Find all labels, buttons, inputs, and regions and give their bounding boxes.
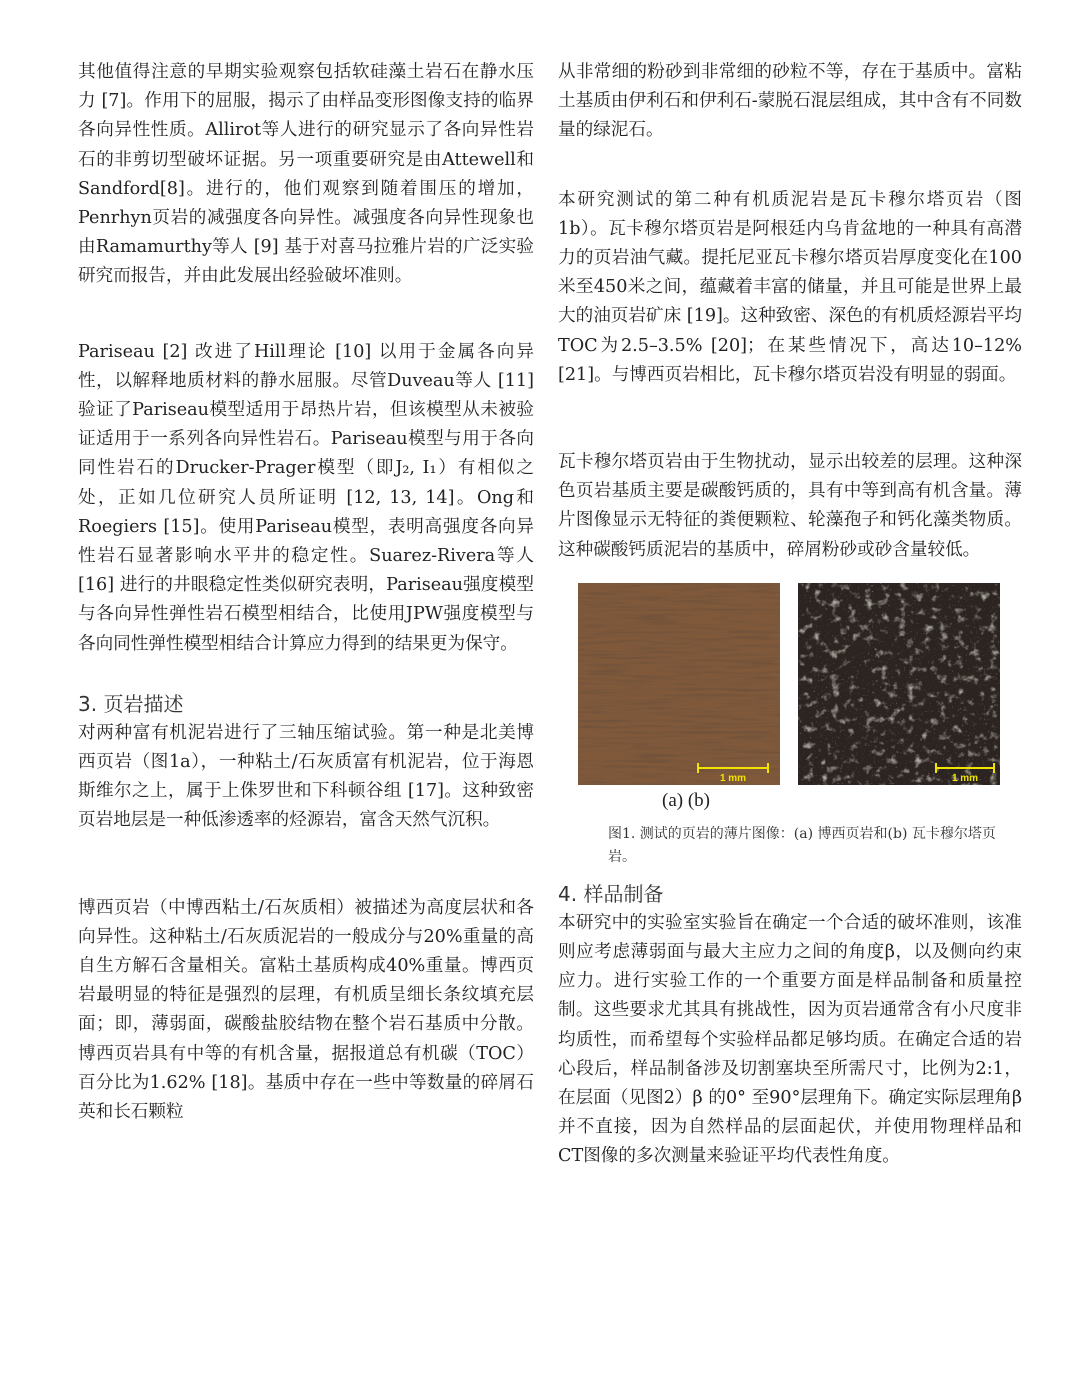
paragraph-bossier-shale: 博西页岩（中博西粘土/石灰质相）被描述为高度层状和各向异性。这种粘土/石灰质泥岩的一般成分与20%重量的高自生方解石含量相关。富粘土基质构成40%重量。博西页岩最明显的特征是强烈的层理，有机质呈细长条纹填充层面；即，薄弱面，碳酸盐胶结物在整个岩石基质中分散。博西页岩具有中等的有机含量，据报道总有机碳（TOC）百分比为1.62% [18]。基质中存在一些中等数量的碎屑石英和长石颗粒 — [78, 897, 534, 1123]
paragraph-triaxial-tests: 对两种富有机泥岩进行了三轴压缩试验。第一种是北美博西页岩（图1a），一种粘土/石灰质富有机泥岩，位于海恩斯维尔之上，属于上侏罗世和下科顿谷组 [17]。这种致密页岩地层是一种低渗透率的烃源岩，富含天然气沉积。 — [78, 722, 534, 831]
left-column — [78, 58, 534, 1127]
paragraph-early-observations: 其他值得注意的早期实验观察包括软硅藻土岩石在静水压力 [7]。作用下的屈服，揭示了由样品变形图像支持的临界各向异性性质。Allirot等人进行的研究显示了各向异性岩石的非剪切型破坏证据。另一项重要研究是由Attewell和Sandford[8]。进行的，他们观察到随着围压的增加，Penrhyn页岩的减强度各向异性。减强度各向异性现象也由Ramamurthy等人 [9] 基于对喜马拉雅片岩的广泛实验研究而报告，并由此发展出经验破坏准则。 — [78, 62, 534, 287]
figure-caption: 图1. 测试的页岩的薄片图像：(a) 博西页岩和(b) 瓦卡穆尔塔页岩。 — [608, 825, 996, 865]
thin-section-image-vaca-muerta — [798, 583, 1000, 785]
section-heading-shale-description: 3. 页岩描述 — [78, 691, 184, 716]
paragraph-vaca-muerta-bedding: 瓦卡穆尔塔页岩由于生物扰动，显示出较差的层理。这种深色页岩基质主要是碳酸钙质的，具有中等到高有机含量。薄片图像显示无特征的粪便颗粒、轮藻孢子和钙化藻类物质。这种碳酸钙质泥岩的基质中，碎屑粉砂或砂含量较低。 — [558, 452, 1022, 560]
figure-thin-section-images — [558, 565, 1022, 875]
figure-panel-labels: (a) (b) — [662, 789, 710, 811]
svg-text:1 mm: 1 mm — [719, 772, 747, 784]
paragraph-matrix-composition: 从非常细的粉砂到非常细的砂粒不等，存在于基质中。富粘土基质由伊利石和伊利石-蒙脱石混层组成，其中含有不同数量的绿泥石。 — [558, 62, 1022, 141]
thin-section-image-bossier — [578, 583, 780, 785]
section-heading-sample-preparation: 4. 样品制备 — [558, 881, 664, 906]
paragraph-pariseau-model: Pariseau [2] 改进了Hill理论 [10] 以用于金属各向异性，以解释地质材料的静水屈服。尽管Duveau等人 [11] 验证了Pariseau模型适用于昂热片岩，但该模型从未被验证适用于一系列各向异性岩石。Pariseau模型与用于各向同性岩石的Drucker-Prager模型（即J₂, I₁）有相似之处，正如几位研究人员所证明 [12, 13, 14]。Ong和Roegiers [15]。使用Pariseau模型，表明高强度各向异性岩石显著影响水平井的稳定性。Suarez-Rivera等人 [16] 进行的井眼稳定性类似研究表明，Pariseau强度模型与各向异性弹性岩石模型相结合，比使用JPW强度模型与各向同性弹性模型相结合计算应力得到的结果更为保守。 — [78, 341, 534, 654]
right-column — [558, 58, 1022, 1172]
svg-text:1 mm: 1 mm — [951, 772, 979, 784]
paragraph-vaca-muerta-shale: 本研究测试的第二种有机质泥岩是瓦卡穆尔塔页岩（图1b）。瓦卡穆尔塔页岩是阿根廷内乌肯盆地的一种具有高潜力的页岩油气藏。提托尼亚瓦卡穆尔塔页岩厚度变化在100米至450米之间，蕴藏着丰富的储量，并且可能是世界上最大的油页岩矿床 [19]。这种致密、深色的有机质烃源岩平均TOC为2.5–3.5% [20]；在某些情况下，高达10–12% [21]。与博西页岩相比，瓦卡穆尔塔页岩没有明显的弱面。 — [558, 189, 1022, 385]
paragraph-sample-preparation: 本研究中的实验室实验旨在确定一个合适的破坏准则，该准则应考虑薄弱面与最大主应力之间的角度β，以及侧向约束应力。进行实验工作的一个重要方面是样品制备和质量控制。这些要求尤其具有挑战性，因为页岩通常含有小尺度非均质性，而希望每个实验样品都足够均质。在确定合适的岩心段后，样品制备涉及切割塞块至所需尺寸，比例为2:1，在层面（见图2）β 的0° 至90°层理角下。确定实际层理角β 并不直接，因为自然样品的层面起伏，并使用物理样品和CT图像的多次测量来验证平均代表性角度。 — [558, 912, 1022, 1167]
